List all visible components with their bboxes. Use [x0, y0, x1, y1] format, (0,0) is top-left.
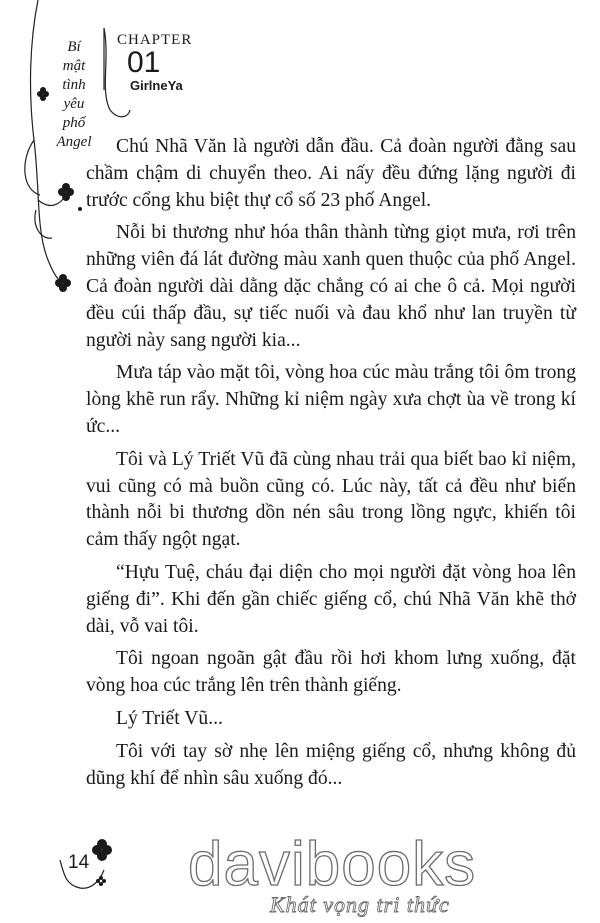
body-text: [86, 134, 576, 798]
book-title-line: Angel: [56, 134, 92, 150]
paragraph: Tôi với tay sờ nhẹ lên miệng giếng cổ, nhưng không đủ dũng khí để nhìn sâu xuống đó...: [86, 740, 576, 789]
book-title-line: Bí: [67, 39, 81, 55]
book-title-line: mật: [62, 58, 86, 74]
paragraph: Chú Nhã Văn là người dẫn đầu. Cả đoàn người đằng sau chầm chậm di chuyển theo. Ai nấy đều đứng lặng người đi trước cổng khu biệt thự cổ số 23 phố Angel.: [86, 136, 576, 211]
watermark-tagline: Khát vọng tri thức: [270, 892, 450, 917]
chapter-number: 01: [127, 46, 161, 79]
paragraph: Tôi ngoan ngoãn gật đầu rồi hơi khom lưng xuống, đặt vòng hoa cúc trắng lên trên thành giếng.: [86, 648, 576, 697]
paragraph: Tôi và Lý Triết Vũ đã cùng nhau trải qua biết bao kỉ niệm, vui cũng có mà buồn cũng có. Lúc này, tất cả đều như biến thành nỗi bi thương dồn nén sâu trong lồng ngực, khiến tôi cảm thấy ngột ngạt.: [86, 448, 576, 551]
paragraph: “Hựu Tuệ, cháu đại diện cho mọi người đặt vòng hoa lên giếng đi”. Khi đến gần chiếc giếng cổ, chú Nhã Văn khẽ thở dài, vỗ vai tôi.: [86, 561, 576, 637]
watermark-brand: davibooks: [188, 830, 477, 899]
book-title-line: tình: [62, 77, 86, 93]
book-title-line: phố: [62, 115, 86, 131]
book-title-line: yêu: [63, 96, 85, 112]
page-number: 14: [68, 852, 90, 873]
paragraph: Lý Triết Vũ...: [116, 707, 223, 729]
chapter-label: CHAPTER: [117, 32, 193, 48]
paragraph: Nỗi bi thương như hóa thân thành từng giọt mưa, rơi trên những viên đá lát đường màu xanh quen thuộc của phố Angel. Cả đoàn người dài dằng dặc chẳng có ai che ô cả. Mọi người đều cúi thấp đầu, sự tiếc nuối và đau khổ như lan truyền từ người này sang người kia...: [86, 222, 576, 351]
paragraph: Mưa táp vào mặt tôi, vòng hoa cúc màu trắng tôi ôm trong lòng khẽ run rẩy. Những kỉ niệm ngày xưa chợt ùa về trong kí ức...: [86, 362, 576, 437]
author-name: GirlneYa: [130, 78, 183, 93]
